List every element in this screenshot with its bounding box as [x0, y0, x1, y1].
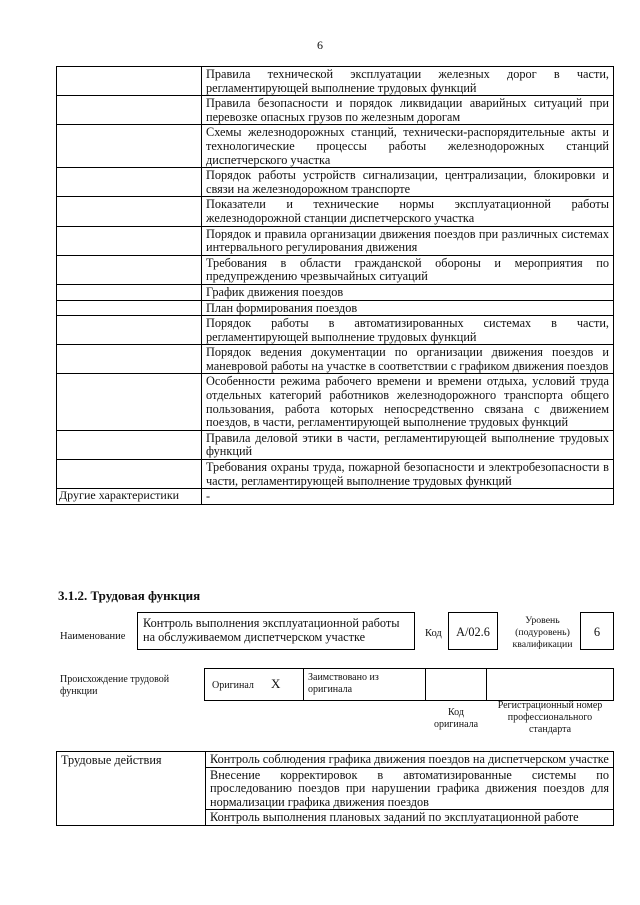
original-mark: X	[271, 676, 281, 691]
knowledge-item: Правила деловой этики в части, регламентирующей выполнение трудовых функций	[202, 430, 614, 459]
table-row	[57, 197, 614, 226]
knowledge-item: Требования в области гражданской обороны и мероприятия по предупреждению чрезвычайных ситуаций	[202, 255, 614, 284]
code-original-box	[425, 668, 487, 701]
knowledge-item: План формирования поездов	[202, 300, 614, 316]
knowledge-label-cell	[57, 125, 202, 168]
reg-number-box	[486, 668, 614, 701]
table-row	[57, 226, 614, 255]
table-row	[57, 489, 614, 505]
knowledge-item: Правила технической эксплуатации железных дорог в части, регламентирующей выполнение трудовых функций	[202, 67, 614, 96]
table-row	[57, 752, 614, 768]
knowledge-item: Порядок работы устройств сигнализации, централизации, блокировки и связи на железнодорожном транспорте	[202, 168, 614, 197]
level-label: Уровень (подуровень) квалификации	[512, 615, 573, 650]
knowledge-item: Особенности режима рабочего времени и времени отдыха, условий труда отдельных категорий работников железнодорожного транспорта общего пользования, работа которых непосредственно связана с движением поездов, в части, регламентирующей выполнение трудовых функций	[202, 374, 614, 430]
table-row	[57, 460, 614, 489]
knowledge-label-cell	[57, 96, 202, 125]
original-label: Оригинал	[212, 680, 254, 691]
table-row	[57, 168, 614, 197]
knowledge-item: График движения поездов	[202, 284, 614, 300]
table-row	[57, 96, 614, 125]
name-label: Наименование	[60, 631, 126, 642]
knowledge-item: Порядок ведения документации по организации движения поездов и маневровой работы на участке в соответствии с графиком движения поездов	[202, 345, 614, 374]
knowledge-label-cell	[57, 430, 202, 459]
knowledge-label-cell	[57, 197, 202, 226]
knowledge-label-cell	[57, 345, 202, 374]
labor-actions-table	[56, 751, 614, 826]
knowledge-label-cell	[57, 300, 202, 316]
table-row	[57, 430, 614, 459]
table-row	[57, 316, 614, 345]
page-number: 6	[317, 38, 323, 52]
origin-label: Происхождение трудовой функции	[60, 674, 170, 697]
table-row	[57, 300, 614, 316]
labor-action-item: Внесение корректировок в автоматизированные системы по проследованию поездов при нарушении графика движения поездов для нормализации графика движения поездов	[206, 767, 614, 810]
knowledge-label-cell	[57, 67, 202, 96]
knowledge-item: Порядок работы в автоматизированных системах в части, регламентирующей выполнение трудовых функций	[202, 316, 614, 345]
knowledge-label-cell	[57, 255, 202, 284]
reg-number-label: Регистрационный номер профессионального стандарта	[497, 700, 603, 735]
table-row	[57, 255, 614, 284]
original-box	[204, 668, 304, 701]
knowledge-item: Схемы железнодорожных станций, технически-распорядительные акты и технологические процессы работы железнодорожных станций диспетчерского участка	[202, 125, 614, 168]
knowledge-item: Правила безопасности и порядок ликвидации аварийных ситуаций при перевозке опасных грузов по железным дорогам	[202, 96, 614, 125]
function-code-value: A/02.6	[448, 612, 498, 650]
knowledge-item: Показатели и технические нормы эксплуатационной работы железнодорожной станции диспетчерского участка	[202, 197, 614, 226]
table-row	[57, 284, 614, 300]
knowledge-table	[56, 66, 614, 505]
code-original-label: Код оригинала	[433, 707, 479, 730]
knowledge-item: Порядок и правила организации движения поездов при различных системах интервального регулирования движения	[202, 226, 614, 255]
borrowed-label: Заимствовано из оригинала	[308, 672, 379, 695]
qualification-level-value: 6	[580, 612, 614, 650]
knowledge-label-cell	[57, 226, 202, 255]
table-row	[57, 125, 614, 168]
section-title: 3.1.2. Трудовая функция	[58, 588, 201, 603]
labor-action-item: Контроль выполнения плановых заданий по эксплуатационной работе	[206, 810, 614, 826]
knowledge-item: Требования охраны труда, пожарной безопасности и электробезопасности в части, регламентирующей выполнение трудовых функций	[202, 460, 614, 489]
code-label: Код	[425, 628, 442, 639]
knowledge-label-cell	[57, 460, 202, 489]
knowledge-label-cell	[57, 284, 202, 300]
table-row	[57, 374, 614, 430]
borrowed-box	[303, 668, 426, 701]
function-name-value: Контроль выполнения эксплуатационной работы на обслуживаемом диспетчерском участке	[137, 612, 415, 650]
labor-action-item: Контроль соблюдения графика движения поездов на диспетчерском участке	[206, 752, 614, 768]
table-row	[57, 67, 614, 96]
knowledge-label-cell	[57, 316, 202, 345]
knowledge-label-cell	[57, 374, 202, 430]
other-characteristics-label: Другие характеристики	[57, 489, 202, 505]
table-row	[57, 345, 614, 374]
labor-actions-label: Трудовые действия	[57, 752, 206, 826]
knowledge-label-cell	[57, 168, 202, 197]
other-characteristics-value: -	[202, 489, 614, 505]
